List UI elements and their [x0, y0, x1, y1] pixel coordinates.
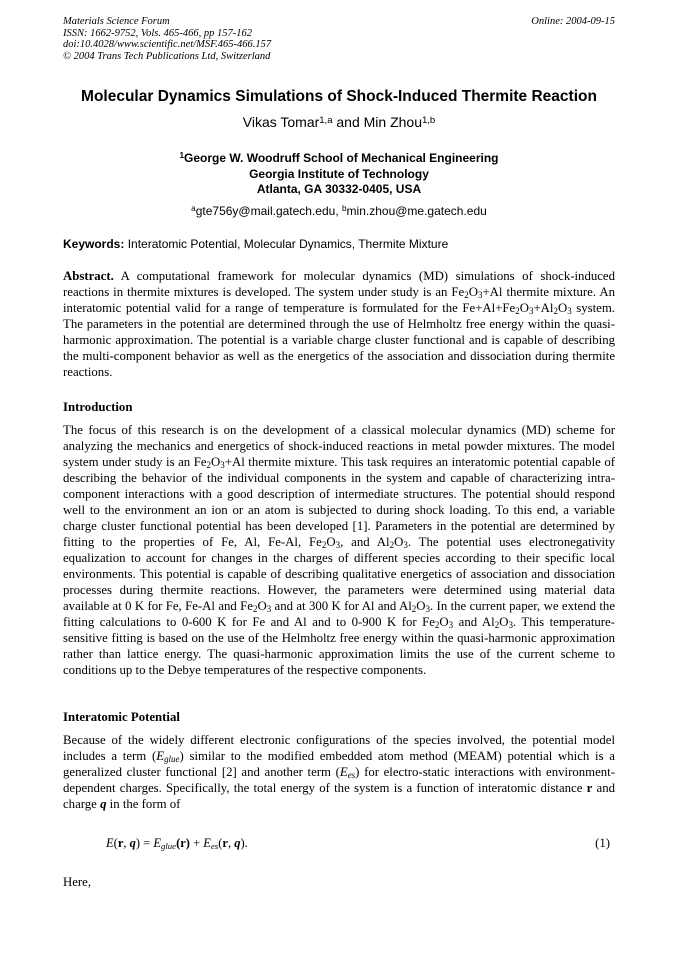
body-text: and Al: [453, 615, 495, 629]
affiliation-institute: Georgia Institute of Technology: [249, 166, 429, 181]
subscript: es: [210, 841, 219, 852]
introduction-paragraph: [63, 422, 615, 678]
email-link[interactable]: gte756y@mail.gatech.edu,: [195, 204, 342, 218]
body-text: +Al thermite mixture. This task requires an interatomic potential capable of describing the behavior of the individual components in the system and capable of characterizing intra-component interactions with a good description of intermediate structures. The potential should respond well to the environment an ion or an atom is subjected to during shock loading. To this end, a variable charge cluster functional potential has been developed [1]. Parameters in the potential are determined by fitting to the properties of Fe, Al, Fe-Al, Fe: [63, 455, 616, 549]
subscript: 2: [464, 290, 469, 301]
keywords-label: Keywords:: [63, 237, 125, 251]
here-text: Here,: [63, 875, 92, 889]
journal-name: Materials Science Forum: [63, 16, 170, 27]
eq-paren: ): [240, 836, 245, 850]
subscript: glue: [161, 841, 177, 852]
subscript: 2: [252, 604, 258, 615]
email-superscript: a: [191, 204, 196, 214]
subscript: 2: [494, 620, 500, 631]
online-date: Online: 2004-09-15: [531, 16, 615, 27]
affiliation-school: George W. Woodruff School of Mechanical Engineering: [184, 151, 499, 165]
keywords: [63, 237, 615, 251]
eq-operator: +: [189, 836, 204, 850]
author-conjunction: and: [332, 114, 364, 130]
symbol-r: r: [586, 781, 593, 795]
eq-symbol: q: [129, 836, 136, 850]
body-text: O: [394, 535, 404, 549]
abstract-label: Abstract.: [63, 269, 114, 283]
author-name: Min Zhou: [363, 114, 422, 130]
subscript: 3: [425, 604, 430, 615]
body-text: ) for electro-static interactions with environment-dependent charges. Specifically, the total energy of the system is a function of interatomic distance: [63, 765, 615, 795]
body-text: The focus of this research is on the development of a classical molecular dynamics (MD) scheme for analyzing the mechanics and energetics of shock-induced reactions in metal powder mixtures. The model system under study is an Fe: [63, 423, 615, 469]
body-text: in the form of: [106, 797, 181, 811]
symbol-e: E: [156, 749, 165, 763]
subscript: 3: [403, 540, 408, 551]
author-superscript: 1,b: [422, 114, 436, 126]
body-text: . In the current paper, we extend the fitting calculations to 0-600 K for Fe and Al and to 0-900 K for Fe: [63, 599, 615, 629]
section-heading-introduction: Introduction: [63, 400, 133, 414]
affiliation: [0, 151, 678, 198]
body-text: O: [326, 535, 336, 549]
subscript: 3: [508, 620, 513, 631]
author-line: [0, 114, 678, 130]
email-superscript: b: [342, 204, 347, 214]
eq-symbol: E: [153, 836, 161, 850]
body-text: and at 300 K for Al and Al: [271, 599, 412, 613]
subscript: 2: [321, 540, 327, 551]
symbol-e: E: [339, 765, 348, 779]
subscript: 3: [448, 620, 454, 631]
eq-symbol: q: [234, 836, 241, 850]
abstract-text: +Al: [533, 301, 554, 315]
subscript: glue: [164, 754, 180, 765]
email-link[interactable]: min.zhou@me.gatech.edu: [346, 204, 487, 218]
body-text: O: [257, 599, 267, 613]
abstract-text: O: [557, 301, 568, 315]
copyright-line: © 2004 Trans Tech Publications Ltd, Switzerland: [63, 50, 271, 62]
subscript: 3: [528, 306, 534, 317]
abstract-paragraph: [63, 268, 615, 380]
subscript: 3: [335, 540, 341, 551]
issn-line: ISSN: 1662-9752, Vols. 465-466, pp 157-162: [63, 27, 252, 39]
abstract-text: +Al thermite mixture. An interatomic potential valid for a range of temperature is formulated for the Fe+Al+Fe: [63, 285, 615, 315]
author-name: Vikas Tomar: [242, 114, 320, 130]
email-line: [0, 204, 678, 218]
eq-period: .: [244, 836, 248, 850]
body-text: O: [416, 599, 426, 613]
body-text: Because of the widely different electronic configurations of the species involved, the potential model includes a term (: [63, 733, 615, 763]
subscript: 2: [206, 460, 212, 471]
symbol-q: q: [100, 797, 107, 811]
abstract-text: system. The parameters in the potential are determined through the use of Helmholtz free energy within the quasi-harmonic approximation. The potential is a variable charge cluster functional and is capable of describing the multi-component behavior as well as the energetics of the association and dissociation during thermite reactions.: [63, 301, 615, 379]
equation-1: [106, 836, 248, 851]
eq-symbol: r: [117, 836, 124, 850]
subscript: 2: [515, 306, 520, 317]
subscript: 2: [389, 540, 395, 551]
potential-paragraph: [63, 732, 615, 812]
eq-operator: =: [140, 836, 154, 850]
abstract-text: O: [519, 301, 529, 315]
eq-paren: ): [135, 836, 141, 850]
eq-args: (r): [176, 836, 190, 850]
body-text: and charge: [63, 781, 615, 811]
subscript: 3: [266, 604, 272, 615]
subscript: 3: [477, 290, 483, 301]
journal-header: [63, 16, 271, 62]
affiliation-address: Atlanta, GA 30332-0405, USA: [256, 182, 422, 196]
body-text: ) similar to the modified embedded atom method (MEAM) potential which is a generalized cluster functional [2] and another term (: [63, 749, 615, 779]
body-text: O: [211, 455, 221, 469]
body-text: , and Al: [340, 535, 390, 549]
abstract-text: A computational framework for molecular dynamics (MD) simulations of shock-induced reactions in thermite mixtures is developed. The system under study is an Fe: [63, 269, 615, 299]
eq-symbol: E: [203, 836, 211, 850]
doi-line: doi:10.4028/www.scientific.net/MSF.465-466.157: [63, 39, 272, 51]
author-superscript: 1,a: [319, 114, 333, 126]
body-text: . This temperature-sensitive fitting is based on the use of the Helmholtz free energy within the quasi-harmonic approximation rather than lattice energy. The quasi-harmonic approximation limits the use of the current scheme to conditions up to the Debye temperatures of the respective components.: [63, 615, 615, 677]
abstract-text: O: [468, 285, 478, 299]
eq-paren: (: [218, 836, 223, 850]
eq-symbol: r: [222, 836, 228, 850]
subscript: 2: [411, 604, 417, 615]
eq-comma: ,: [123, 836, 130, 850]
eq-symbol: E: [106, 836, 114, 850]
subscript: 2: [553, 306, 558, 317]
eq-comma: ,: [227, 836, 235, 850]
paper-title: Molecular Dynamics Simulations of Shock-Induced Thermite Reaction: [81, 88, 597, 105]
subscript: 2: [434, 620, 440, 631]
body-text: O: [439, 615, 449, 629]
equation-number: (1): [595, 836, 610, 850]
subscript: es: [347, 770, 356, 781]
body-text: . The potential uses electronegativity equalization to account for changes in the charges of different species according to their specific local environments. This potential is capable of describing qualitative energetics of association and dissociation processes during thermite reactions. However, the parameters were determined using material data available at 0 K for Fe, Fe-Al and Fe: [63, 535, 615, 613]
subscript: 3: [220, 460, 225, 471]
keywords-text: Interatomic Potential, Molecular Dynamics, Thermite Mixture: [124, 237, 449, 251]
body-text: O: [499, 615, 509, 629]
eq-paren: (: [113, 836, 118, 850]
affiliation-superscript: 1: [179, 151, 185, 161]
section-heading-interatomic-potential: Interatomic Potential: [63, 710, 180, 724]
subscript: 3: [567, 306, 572, 317]
